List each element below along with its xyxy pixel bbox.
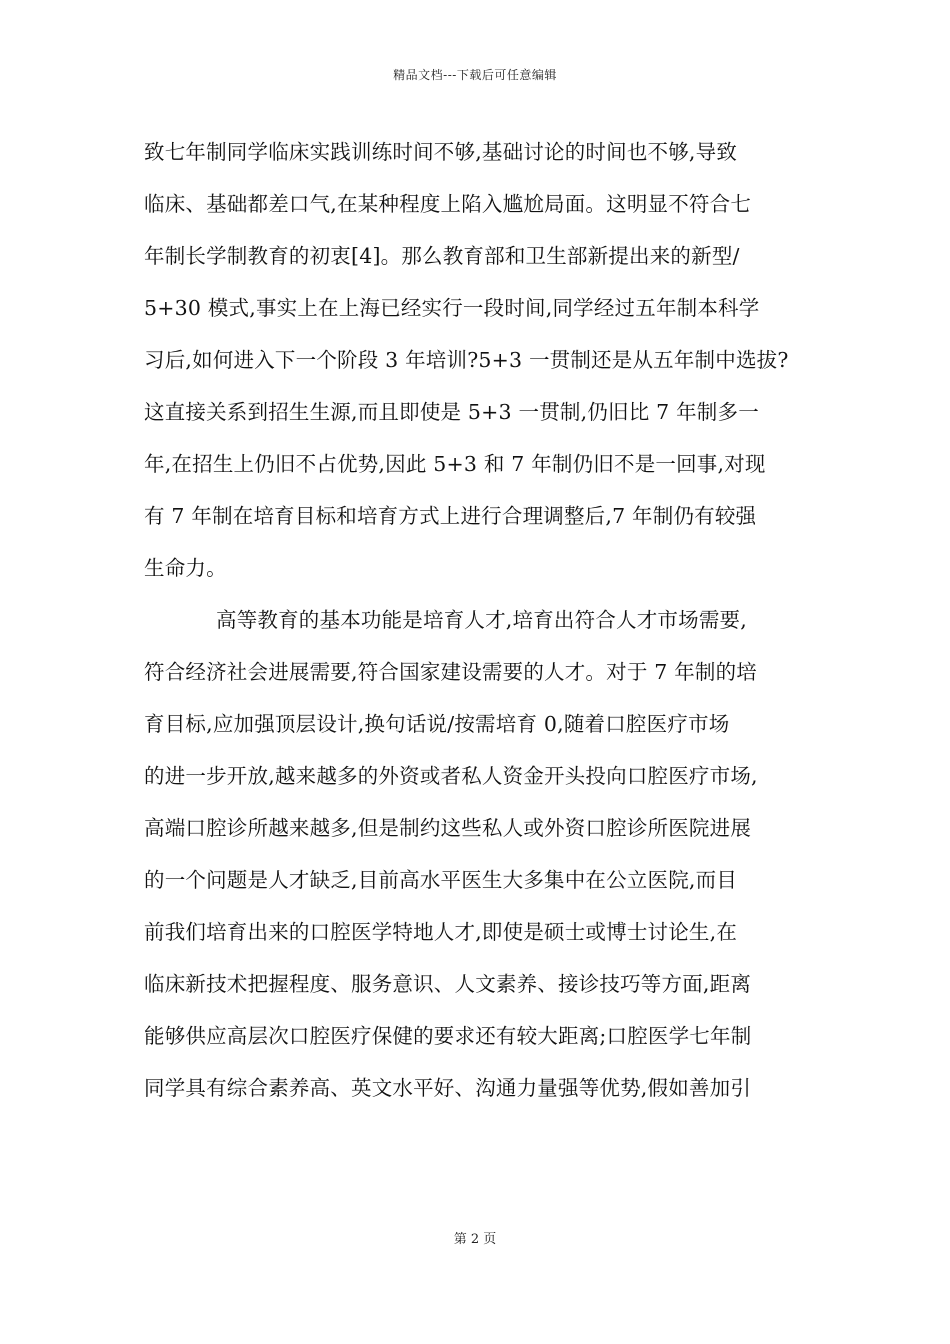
page-footer: 第 2 页 [453, 1232, 497, 1247]
text-line: 的一个问题是人才缺乏,目前高水平医生大多集中在公立医院,而目 [144, 868, 738, 892]
text-line: 5+30 模式,事实上在上海已经实行一段时间,同学经过五年制本科学 [144, 296, 760, 320]
text-line: 临床、基础都差口气,在某种程度上陷入尴尬局面。这明显不符合七 [144, 192, 752, 216]
text-line: 生命力。 [144, 556, 227, 580]
text-line: 年,在招生上仍旧不占优势,因此 5+3 和 7 年制仍旧不是一回事,对现 [144, 452, 766, 476]
text-line: 有 7 年制在培育目标和培育方式上进行合理调整后,7 年制仍有较强 [144, 504, 757, 528]
text-line: 习后,如何进入下一个阶段 3 年培训?5+3 一贯制还是从五年制中选拔? [144, 348, 789, 372]
text-line: 临床新技术把握程度、服务意识、人文素养、接诊技巧等方面,距离 [144, 972, 752, 996]
text-line: 能够供应高层次口腔医疗保健的要求还有较大距离;口腔医学七年制 [144, 1024, 752, 1048]
text-line: 高等教育的基本功能是培育人才,培育出符合人才市场需要, [216, 608, 747, 632]
text-line: 高端口腔诊所越来越多,但是制约这些私人或外资口腔诊所医院进展 [144, 816, 752, 840]
text-line: 符合经济社会进展需要,符合国家建设需要的人才。对于 7 年制的培 [144, 660, 757, 684]
text-line: 的进一步开放,越来越多的外资或者私人资金开头投向口腔医疗市场, [144, 764, 758, 788]
page-header: 精品文档---下载后可任意编辑 [393, 68, 557, 82]
text-line: 年制长学制教育的初衷[4]。那么教育部和卫生部新提出来的新型/ [144, 244, 740, 268]
text-line: 这直接关系到招生生源,而且即使是 5+3 一贯制,仍旧比 7 年制多一 [144, 400, 759, 424]
text-line: 同学具有综合素养高、英文水平好、沟通力量强等优势,假如善加引 [144, 1076, 752, 1100]
text-line: 前我们培育出来的口腔医学特地人才,即使是硕士或博士讨论生,在 [144, 920, 738, 944]
document-body [144, 126, 812, 1114]
text-line: 育目标,应加强顶层设计,换句话说/按需培育 0,随着口腔医疗市场 [144, 712, 730, 736]
text-line: 致七年制同学临床实践训练时间不够,基础讨论的时间也不够,导致 [144, 140, 738, 164]
